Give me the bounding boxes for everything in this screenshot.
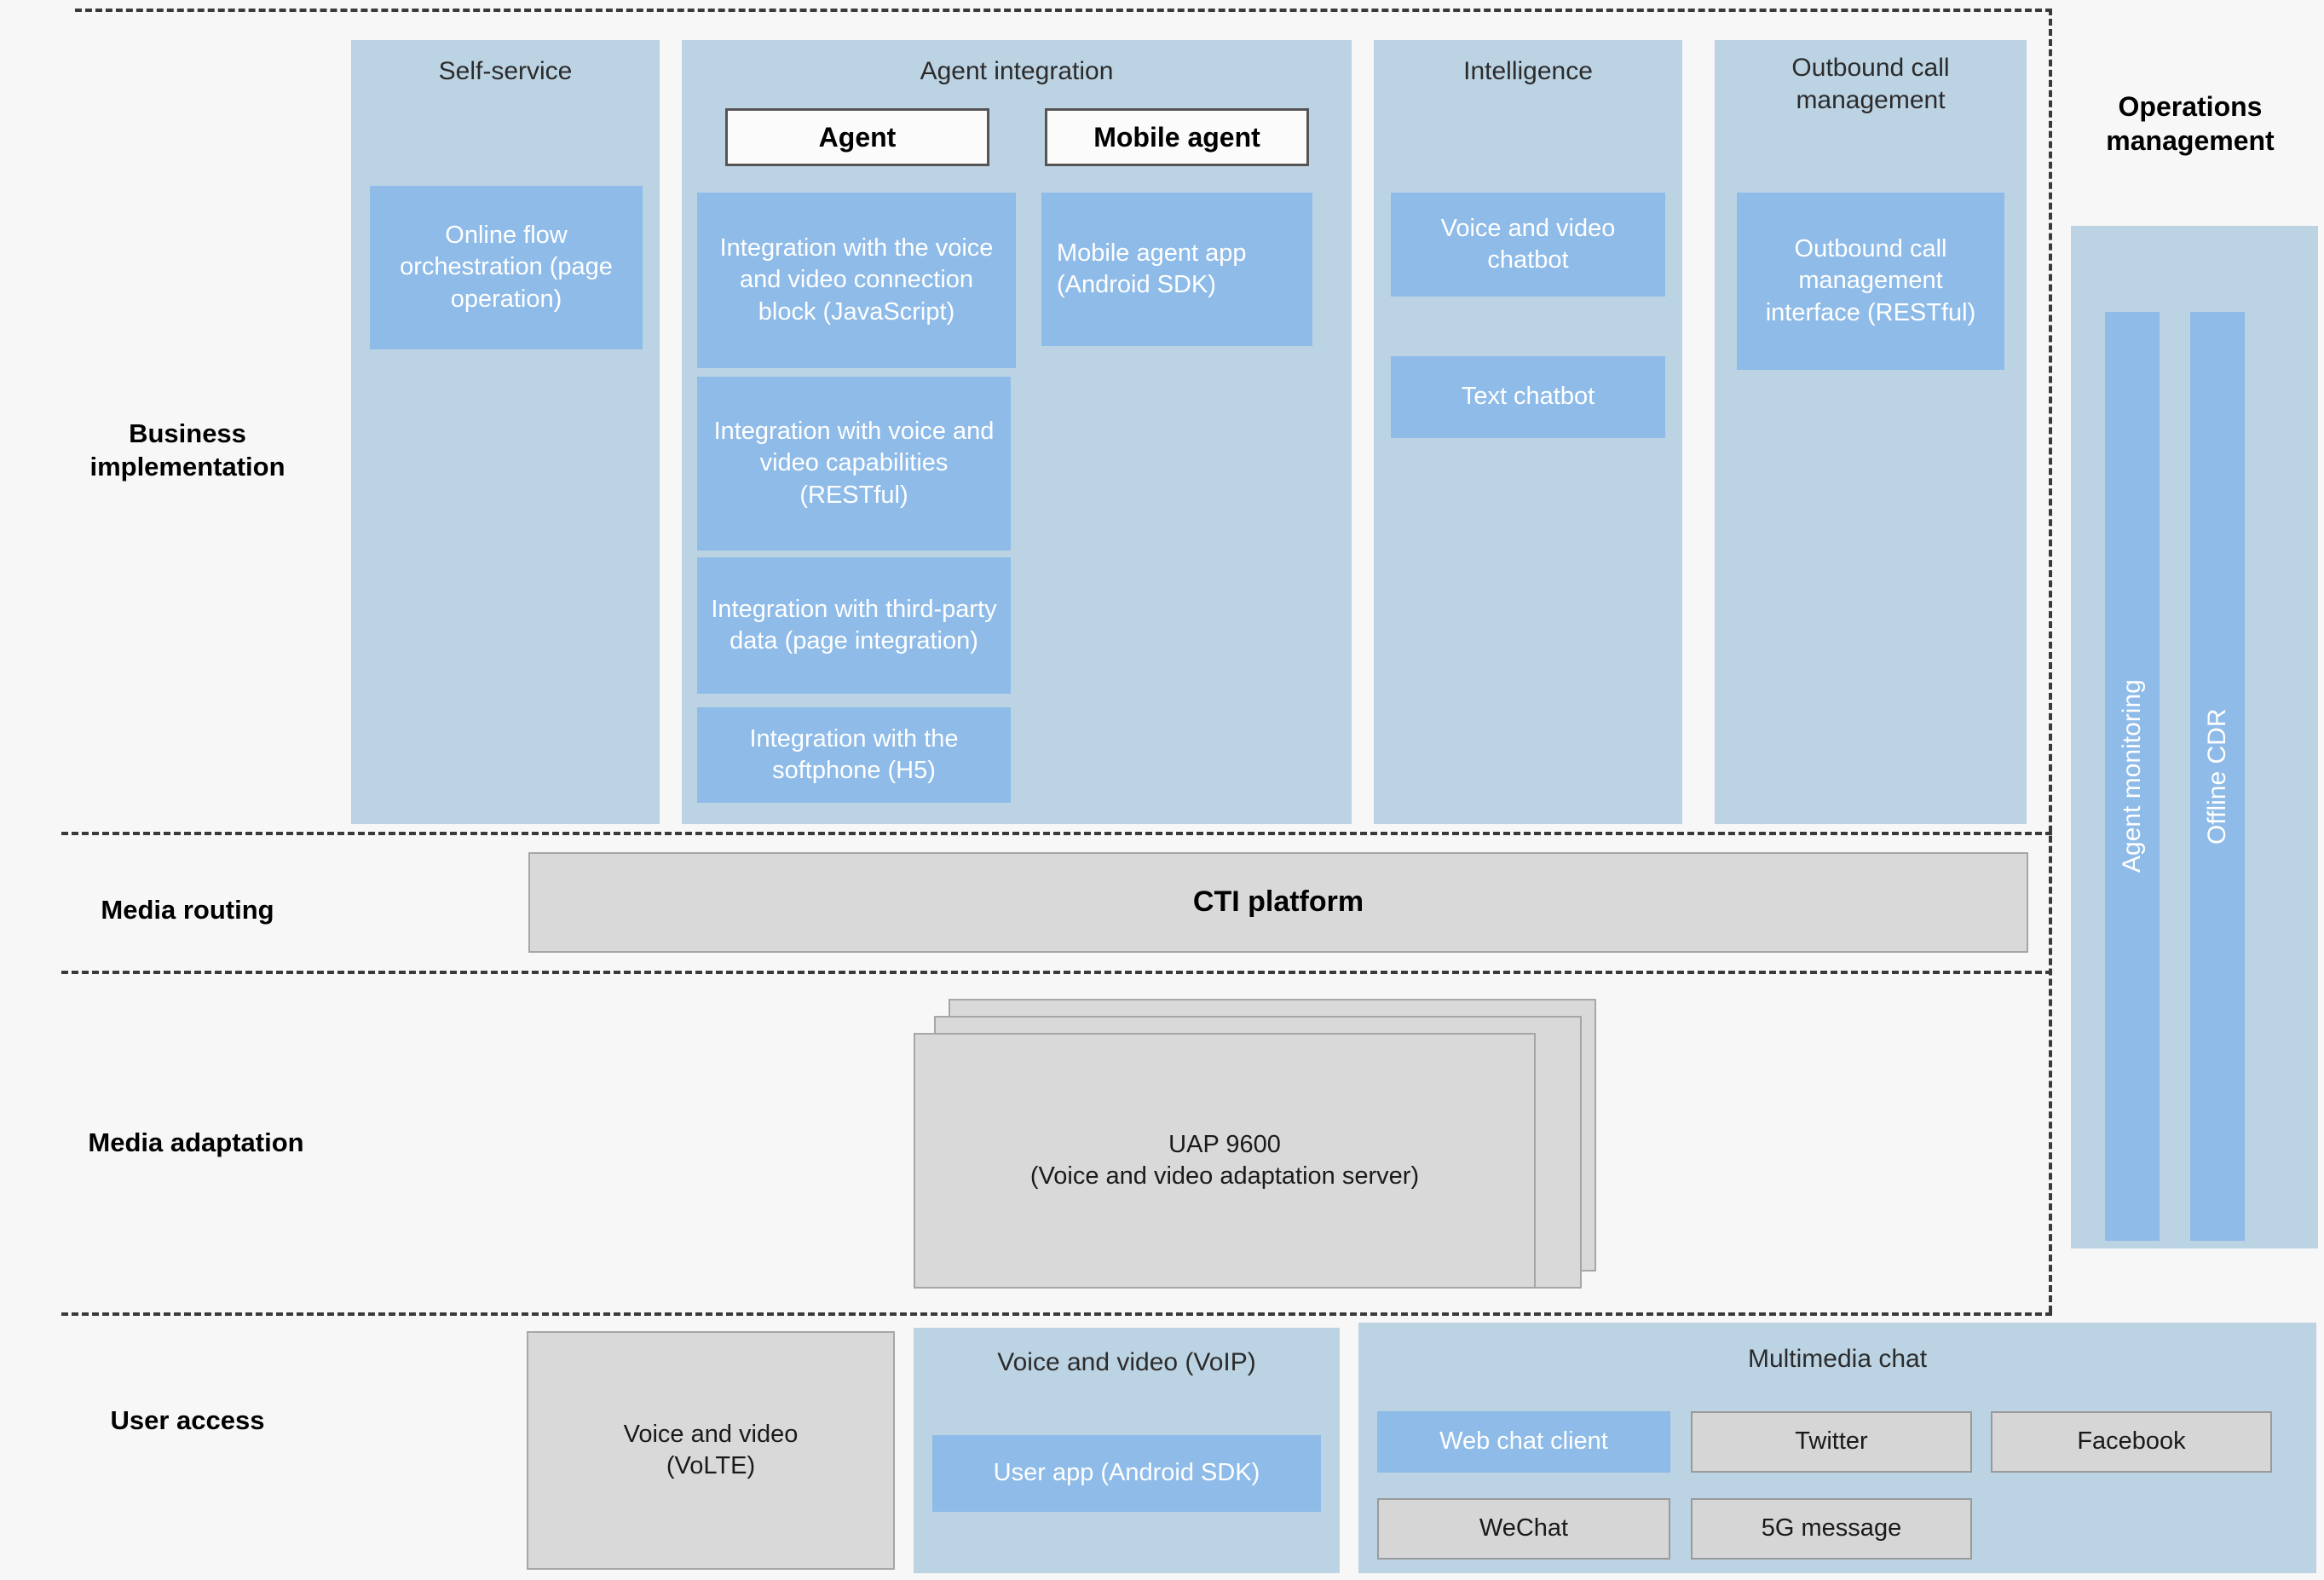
row-label-media-adaptation xyxy=(51,1127,341,1160)
operations-management-title xyxy=(2062,89,2318,158)
multimedia-item-twitter[interactable] xyxy=(1691,1411,1972,1473)
row-label-user-access-text: User access xyxy=(110,1405,265,1435)
divider-adaptation-user-access xyxy=(61,1312,2052,1316)
row-label-user-access xyxy=(51,1404,324,1438)
group-self-service-title: Self-service xyxy=(438,57,573,85)
agent-item-3-label: Integration with the softphone (H5) xyxy=(749,724,959,784)
mobile-agent-item-label: Mobile agent app (Android SDK) xyxy=(1057,239,1247,298)
multimedia-item-facebook[interactable] xyxy=(1991,1411,2272,1473)
operations-item-offline-cdr[interactable] xyxy=(2190,312,2245,1241)
outbound-item-0-label: Outbound call management interface (RESTful) xyxy=(1765,235,1976,326)
group-voip-title: Voice and video (VoIP) xyxy=(997,1348,1256,1376)
multimedia-web-chat-client-label: Web chat client xyxy=(1439,1427,1608,1456)
group-outbound-title-text: Outbound call management xyxy=(1791,54,1950,115)
multimedia-5g-message-label: 5G message xyxy=(1761,1514,1902,1543)
tab-mobile-agent[interactable] xyxy=(1045,108,1309,166)
multimedia-item-web-chat-client[interactable] xyxy=(1377,1411,1670,1473)
agent-item-voice-video-capabilities[interactable] xyxy=(697,377,1011,551)
group-self-service xyxy=(351,40,660,824)
uap-9600-line1: UAP 9600 xyxy=(1168,1130,1281,1158)
row-label-business-text: Business implementation xyxy=(89,418,285,481)
divider-top xyxy=(75,9,2052,12)
operations-item-1-label: Offline CDR xyxy=(2202,708,2231,845)
row-label-media-routing xyxy=(51,894,324,927)
group-agent-integration-title: Agent integration xyxy=(920,57,1114,85)
volte-line2: (VoLTE) xyxy=(666,1452,756,1479)
mobile-agent-item-app-android-sdk[interactable] xyxy=(1041,193,1312,346)
uap-9600-server[interactable] xyxy=(914,1033,1536,1289)
cti-platform-label: CTI platform xyxy=(1192,885,1364,919)
intelligence-item-1-label: Text chatbot xyxy=(1461,383,1595,411)
divider-media-routing-adaptation xyxy=(61,971,2052,974)
operations-item-agent-monitoring[interactable] xyxy=(2105,312,2160,1241)
intelligence-item-voice-video-chatbot[interactable] xyxy=(1391,193,1665,297)
group-multimedia-chat-title: Multimedia chat xyxy=(1747,1345,1928,1373)
tab-mobile-agent-label: Mobile agent xyxy=(1093,121,1260,153)
multimedia-item-5g-message[interactable] xyxy=(1691,1498,1972,1560)
outbound-item-management-interface[interactable] xyxy=(1737,193,2004,370)
multimedia-facebook-label: Facebook xyxy=(2077,1427,2186,1456)
tab-agent[interactable] xyxy=(725,108,989,166)
agent-item-voice-video-connection-block[interactable] xyxy=(697,193,1016,368)
group-outbound-title xyxy=(1715,52,2027,118)
divider-business-media-routing xyxy=(61,832,2052,835)
operations-management-title-text: Operations management xyxy=(2106,91,2275,156)
intelligence-item-text-chatbot[interactable] xyxy=(1391,356,1665,438)
multimedia-wechat-label: WeChat xyxy=(1479,1514,1569,1543)
agent-item-softphone-h5[interactable] xyxy=(697,707,1011,803)
agent-item-third-party-data[interactable] xyxy=(697,557,1011,694)
divider-operations-vertical xyxy=(2049,9,2052,1312)
operations-item-0-label: Agent monitoring xyxy=(2117,679,2146,874)
user-access-volte-box[interactable] xyxy=(527,1331,895,1570)
row-label-business-implementation xyxy=(51,418,324,484)
intelligence-item-0-label: Voice and video chatbot xyxy=(1440,214,1616,274)
agent-item-1-label: Integration with voice and video capabilities (RESTful) xyxy=(713,418,995,509)
self-service-item-label: Online flow orchestration (page operation) xyxy=(400,222,613,313)
row-label-media-routing-text: Media routing xyxy=(101,895,274,925)
volte-line1: Voice and video xyxy=(623,1420,799,1448)
voip-item-user-app-android-sdk[interactable] xyxy=(932,1435,1321,1512)
multimedia-twitter-label: Twitter xyxy=(1795,1427,1868,1456)
row-label-media-adaptation-text: Media adaptation xyxy=(88,1127,304,1157)
voip-item-0-label: User app (Android SDK) xyxy=(993,1459,1260,1487)
cti-platform-box[interactable] xyxy=(528,852,2028,953)
group-intelligence-title: Intelligence xyxy=(1463,57,1593,85)
agent-item-2-label: Integration with third-party data (page integration) xyxy=(711,595,997,654)
group-outbound-call-management xyxy=(1715,40,2027,824)
tab-agent-label: Agent xyxy=(818,121,897,153)
agent-item-0-label: Integration with the voice and video connection block (JavaScript) xyxy=(719,234,994,326)
multimedia-item-wechat[interactable] xyxy=(1377,1498,1670,1560)
uap-9600-line2: (Voice and video adaptation server) xyxy=(1029,1162,1420,1190)
self-service-item-online-flow-orchestration[interactable] xyxy=(370,186,643,349)
